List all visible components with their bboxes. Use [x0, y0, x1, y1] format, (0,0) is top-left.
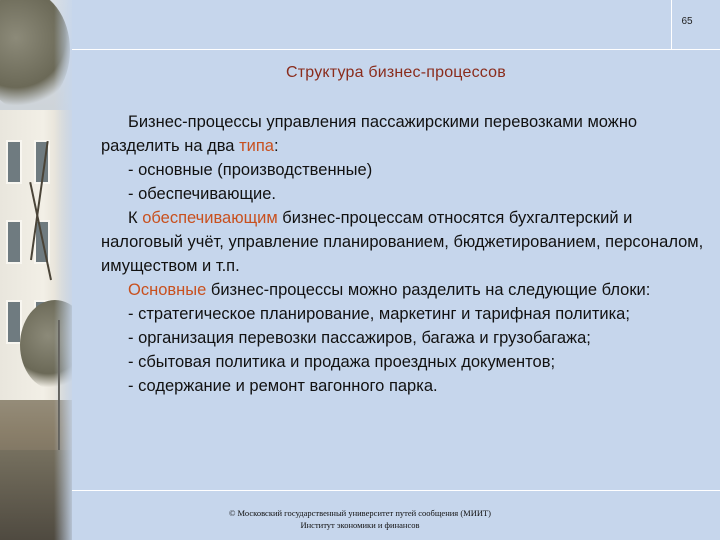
footer-divider: [72, 490, 720, 491]
slide-title: Структура бизнес-процессов: [286, 64, 506, 81]
support-prefix: К: [128, 209, 143, 227]
list-item: - стратегическое планирование, маркетинг и тарифная политика;: [128, 305, 630, 323]
main-highlight: Основные: [128, 281, 207, 299]
support-highlight: обеспечивающим: [142, 209, 278, 227]
support-text: бизнес-процессам относятся бухгалтерский и налоговый учёт, управление планированием, бюджетированием, персоналом, имуществом и т.п.: [101, 209, 704, 275]
list-item: - обеспечивающие.: [128, 185, 277, 203]
footer-institute: Институт экономики и финансов: [300, 520, 420, 530]
main-paragraph: [101, 278, 713, 302]
slide-body: [101, 110, 713, 398]
building-photo: [0, 0, 72, 540]
main-text: бизнес-процессы можно разделить на следующие блоки:: [206, 281, 651, 299]
page-number: 65: [681, 16, 693, 27]
footer: [160, 507, 560, 531]
footer-copyright: © Московский государственный университет путей сообщения (МИИТ): [228, 508, 492, 518]
list-item: - организация перевозки пассажиров, багажа и грузобагажа;: [128, 329, 591, 347]
support-paragraph: [101, 206, 713, 278]
intro-text: Бизнес-процессы управления пассажирскими перевозками можно разделить на два: [101, 113, 638, 155]
list-item: - содержание и ремонт вагонного парка.: [128, 377, 438, 395]
list-item: - основные (производственные): [128, 161, 373, 179]
top-divider: [72, 49, 720, 50]
intro-paragraph: [101, 110, 713, 158]
intro-colon: :: [273, 137, 279, 155]
list-item: - сбытовая политика и продажа проездных документов;: [128, 353, 556, 371]
types-highlight: типа: [239, 137, 274, 155]
